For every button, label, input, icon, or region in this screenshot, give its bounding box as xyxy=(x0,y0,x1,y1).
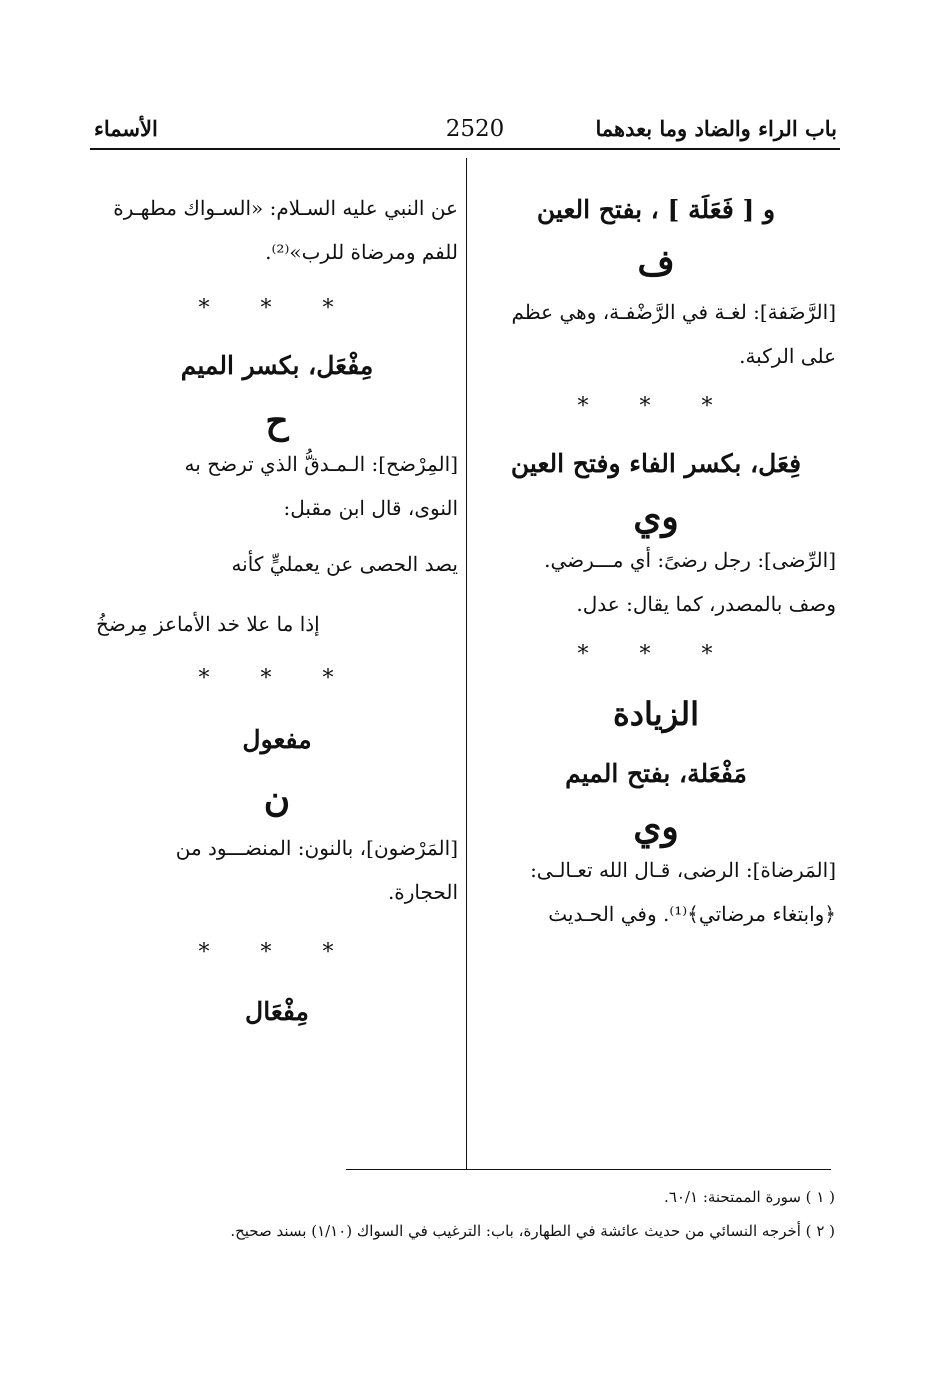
chapter-title: باب الراء والضاد وما بعدهما xyxy=(595,116,837,141)
entry-rida-line-1: [الرِّضى]: رجل رضىً: أي مـــرضي. xyxy=(544,548,836,572)
poem-verse-1: يصد الحصى عن يعمليٍّ كأنه xyxy=(231,552,458,576)
poem-verse-2: إذا ما علا خد الأماعز مِرضخُ xyxy=(96,612,320,636)
entry-mardat-line-1: [المَرضاة]: الرضى، قـال الله تعـالـى: xyxy=(530,858,836,882)
heading-maf-ul: مفعول xyxy=(242,725,312,754)
separator-stars: * * * xyxy=(198,666,356,691)
section-title-ziyada: الزيادة xyxy=(613,695,699,733)
root-letter-ha: ح xyxy=(265,400,289,442)
footnote-rule xyxy=(346,1169,831,1170)
entry-mirdah-line-1: [المِرْضح]: الـمـدقُّ الذي ترضح به xyxy=(184,452,458,476)
page-number: 2520 xyxy=(445,116,505,142)
heading-mif-al-long: مِفْعَال xyxy=(245,997,309,1026)
heading-fi-al: فِعَل، بكسر الفاء وفتح العين xyxy=(510,449,802,478)
root-letter-nun: ن xyxy=(263,778,291,820)
hadith-line-2: للفم ومرضاة للرب»⁽²⁾. xyxy=(265,240,458,264)
separator-stars: * * * xyxy=(577,394,735,419)
entry-mirdah-line-2: النوى، قال ابن مقبل: xyxy=(283,496,458,520)
footnote-1: ( ١ ) سورة الممتحنة: ٦٠/١. xyxy=(664,1188,835,1206)
separator-stars: * * * xyxy=(577,642,735,667)
entry-rida-line-2: وصف بالمصدر، كما يقال: عدل. xyxy=(576,592,836,616)
separator-stars: * * * xyxy=(198,940,356,965)
root-letter-wy: وي xyxy=(633,496,679,538)
heading-fa-ala: و [ فَعَلَة ] ، بفتح العين xyxy=(536,195,776,224)
column-divider xyxy=(466,158,467,1170)
entry-radafa-line-2: على الركبة. xyxy=(739,344,836,368)
entry-radafa-line-1: [الرَّضَفة]: لغـة في الرَّضْفـة، وهي عظم xyxy=(511,300,836,324)
root-letter-fa: ف xyxy=(637,242,675,284)
right-column xyxy=(476,195,836,936)
left-column xyxy=(96,186,458,1026)
entry-mardun-line-1: [المَرْضون]، بالنون: المنضـــود من xyxy=(175,836,458,860)
root-letter-wy: وي xyxy=(633,806,679,848)
heading-maf-ala: مَفْعَلة، بفتح الميم xyxy=(565,759,747,788)
entry-mardun-line-2: الحجارة. xyxy=(387,880,458,904)
hadith-line-1: عن النبي عليه السـلام: «السـواك مطهـرة xyxy=(113,196,458,220)
separator-stars: * * * xyxy=(198,296,356,321)
section-title: الأسماء xyxy=(94,116,158,141)
footnote-2: ( ٢ ) أخرجه النسائي من حديث عائشة في الطهارة، باب: الترغيب في السواك (١/١٠) بسند صحيح. xyxy=(230,1222,835,1240)
heading-mif-al: مِفْعَل، بكسر الميم xyxy=(180,351,374,380)
entry-mardat-line-2: ﴿وابتغاء مرضاتي﴾⁽¹⁾. وفي الحـديث xyxy=(548,902,836,926)
header-rule xyxy=(90,148,840,150)
